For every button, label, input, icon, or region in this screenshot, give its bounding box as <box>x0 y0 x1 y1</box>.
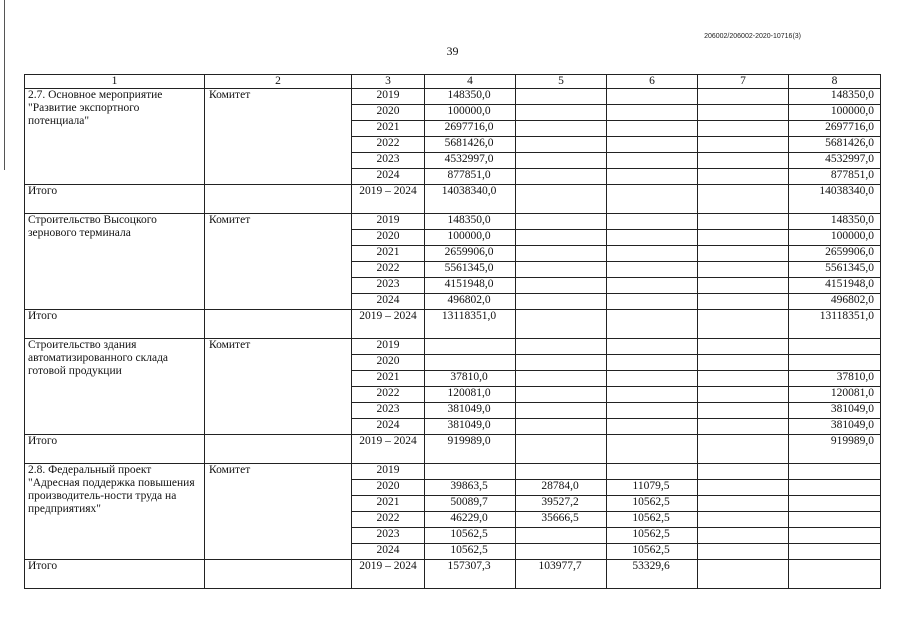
amount-federal-cell <box>516 169 607 185</box>
year-cell: 2023 <box>352 528 425 544</box>
amount-other-cell: 120081,0 <box>789 387 881 403</box>
amount-local-cell <box>698 339 789 355</box>
amount-other-cell: 100000,0 <box>789 230 881 246</box>
total-label-cell: Итого <box>25 185 205 214</box>
year-cell: 2020 <box>352 105 425 121</box>
amount-other-cell: 100000,0 <box>789 105 881 121</box>
amount-regional-cell: 10562,5 <box>607 496 698 512</box>
amount-local-cell <box>698 496 789 512</box>
amount-other-cell: 381049,0 <box>789 403 881 419</box>
year-cell: 2023 <box>352 403 425 419</box>
amount-total-cell: 919989,0 <box>425 435 516 464</box>
amount-other-cell <box>789 528 881 544</box>
amount-federal-cell <box>516 387 607 403</box>
year-cell: 2020 <box>352 480 425 496</box>
amount-local-cell <box>698 169 789 185</box>
total-label-cell: Итого <box>25 310 205 339</box>
amount-local-cell <box>698 278 789 294</box>
table-row <box>25 339 881 355</box>
amount-federal-cell <box>516 153 607 169</box>
amount-other-cell: 877851,0 <box>789 169 881 185</box>
year-cell: 2024 <box>352 544 425 560</box>
amount-other-cell <box>789 544 881 560</box>
amount-regional-cell <box>607 310 698 339</box>
amount-local-cell <box>698 294 789 310</box>
amount-other-cell: 4151948,0 <box>789 278 881 294</box>
year-cell: 2021 <box>352 496 425 512</box>
header-cell: 6 <box>607 75 698 89</box>
table-row <box>25 89 881 105</box>
year-cell: 2022 <box>352 137 425 153</box>
amount-total-cell: 157307,3 <box>425 560 516 589</box>
amount-local-cell <box>698 246 789 262</box>
amount-regional-cell <box>607 185 698 214</box>
year-cell: 2019 <box>352 464 425 480</box>
amount-total-cell <box>425 464 516 480</box>
activity-name-cell: Строительство здания автоматизированного склада готовой продукции <box>25 339 205 435</box>
amount-total-cell: 148350,0 <box>425 214 516 230</box>
amount-total-cell: 877851,0 <box>425 169 516 185</box>
amount-total-cell: 39863,5 <box>425 480 516 496</box>
amount-other-cell <box>789 496 881 512</box>
amount-other-cell: 2659906,0 <box>789 246 881 262</box>
amount-local-cell <box>698 419 789 435</box>
amount-total-cell: 50089,7 <box>425 496 516 512</box>
amount-federal-cell <box>516 339 607 355</box>
table-row <box>25 464 881 480</box>
activity-name-cell: 2.8. Федеральный проект "Адресная поддержка повышения производитель-ности труда на предприятиях" <box>25 464 205 560</box>
amount-local-cell <box>698 403 789 419</box>
amount-total-cell: 2697716,0 <box>425 121 516 137</box>
amount-local-cell <box>698 560 789 589</box>
amount-other-cell: 13118351,0 <box>789 310 881 339</box>
amount-federal-cell <box>516 185 607 214</box>
amount-regional-cell <box>607 214 698 230</box>
amount-federal-cell <box>516 246 607 262</box>
amount-regional-cell <box>607 153 698 169</box>
amount-other-cell <box>789 560 881 589</box>
amount-federal-cell <box>516 294 607 310</box>
amount-regional-cell <box>607 137 698 153</box>
year-cell: 2024 <box>352 294 425 310</box>
header-cell: 1 <box>25 75 205 89</box>
amount-other-cell: 2697716,0 <box>789 121 881 137</box>
amount-regional-cell <box>607 464 698 480</box>
amount-total-cell: 381049,0 <box>425 419 516 435</box>
amount-local-cell <box>698 121 789 137</box>
amount-other-cell: 496802,0 <box>789 294 881 310</box>
year-cell: 2019 – 2024 <box>352 185 425 214</box>
amount-total-cell: 4532997,0 <box>425 153 516 169</box>
amount-federal-cell <box>516 105 607 121</box>
amount-total-cell: 10562,5 <box>425 544 516 560</box>
amount-regional-cell: 11079,5 <box>607 480 698 496</box>
amount-other-cell: 5681426,0 <box>789 137 881 153</box>
year-cell: 2022 <box>352 512 425 528</box>
header-row <box>25 75 881 89</box>
year-cell: 2022 <box>352 262 425 278</box>
amount-total-cell: 37810,0 <box>425 371 516 387</box>
amount-federal-cell: 103977,7 <box>516 560 607 589</box>
document-id: 206002/206002-2020-10716(3) <box>704 33 801 40</box>
amount-federal-cell <box>516 89 607 105</box>
amount-total-cell: 100000,0 <box>425 105 516 121</box>
executor-cell <box>205 435 352 464</box>
amount-local-cell <box>698 371 789 387</box>
amount-local-cell <box>698 105 789 121</box>
amount-local-cell <box>698 89 789 105</box>
header-cell: 8 <box>789 75 881 89</box>
amount-federal-cell <box>516 121 607 137</box>
total-row <box>25 435 881 464</box>
header-cell: 2 <box>205 75 352 89</box>
amount-regional-cell <box>607 121 698 137</box>
year-cell: 2020 <box>352 230 425 246</box>
amount-regional-cell <box>607 246 698 262</box>
amount-regional-cell <box>607 89 698 105</box>
total-label-cell: Итого <box>25 435 205 464</box>
amount-regional-cell <box>607 355 698 371</box>
amount-federal-cell <box>516 214 607 230</box>
header-cell: 5 <box>516 75 607 89</box>
year-cell: 2019 – 2024 <box>352 435 425 464</box>
amount-federal-cell <box>516 137 607 153</box>
amount-federal-cell <box>516 230 607 246</box>
amount-regional-cell <box>607 262 698 278</box>
amount-federal-cell <box>516 544 607 560</box>
amount-local-cell <box>698 262 789 278</box>
amount-other-cell <box>789 464 881 480</box>
year-cell: 2019 <box>352 339 425 355</box>
amount-total-cell: 100000,0 <box>425 230 516 246</box>
year-cell: 2024 <box>352 169 425 185</box>
amount-federal-cell <box>516 262 607 278</box>
amount-other-cell: 148350,0 <box>789 89 881 105</box>
executor-cell <box>205 185 352 214</box>
amount-total-cell: 14038340,0 <box>425 185 516 214</box>
total-label-cell: Итого <box>25 560 205 589</box>
amount-other-cell: 4532997,0 <box>789 153 881 169</box>
year-cell: 2021 <box>352 246 425 262</box>
amount-regional-cell: 10562,5 <box>607 544 698 560</box>
amount-local-cell <box>698 310 789 339</box>
amount-other-cell <box>789 512 881 528</box>
amount-total-cell: 496802,0 <box>425 294 516 310</box>
amount-federal-cell <box>516 278 607 294</box>
amount-other-cell <box>789 480 881 496</box>
amount-local-cell <box>698 214 789 230</box>
amount-local-cell <box>698 355 789 371</box>
year-cell: 2021 <box>352 121 425 137</box>
activity-name-cell: 2.7. Основное мероприятие "Развитие экспортного потенциала" <box>25 89 205 185</box>
amount-federal-cell: 35666,5 <box>516 512 607 528</box>
amount-total-cell: 5561345,0 <box>425 262 516 278</box>
activity-name-cell: Строительство Высоцкого зернового терминала <box>25 214 205 310</box>
executor-cell: Комитет <box>205 214 352 310</box>
amount-total-cell <box>425 355 516 371</box>
amount-local-cell <box>698 464 789 480</box>
amount-federal-cell <box>516 435 607 464</box>
amount-total-cell: 4151948,0 <box>425 278 516 294</box>
amount-other-cell: 919989,0 <box>789 435 881 464</box>
amount-other-cell: 148350,0 <box>789 214 881 230</box>
amount-local-cell <box>698 544 789 560</box>
header-cell: 7 <box>698 75 789 89</box>
amount-regional-cell <box>607 339 698 355</box>
amount-regional-cell <box>607 435 698 464</box>
amount-regional-cell: 10562,5 <box>607 512 698 528</box>
amount-total-cell: 148350,0 <box>425 89 516 105</box>
amount-other-cell <box>789 339 881 355</box>
page-number: 39 <box>446 44 459 58</box>
amount-regional-cell <box>607 419 698 435</box>
amount-federal-cell <box>516 355 607 371</box>
amount-federal-cell <box>516 419 607 435</box>
total-row <box>25 560 881 589</box>
amount-federal-cell <box>516 371 607 387</box>
amount-total-cell: 46229,0 <box>425 512 516 528</box>
year-cell: 2019 – 2024 <box>352 310 425 339</box>
amount-regional-cell <box>607 105 698 121</box>
amount-other-cell: 37810,0 <box>789 371 881 387</box>
amount-federal-cell <box>516 528 607 544</box>
amount-local-cell <box>698 512 789 528</box>
amount-other-cell: 5561345,0 <box>789 262 881 278</box>
total-row <box>25 310 881 339</box>
amount-total-cell: 10562,5 <box>425 528 516 544</box>
year-cell: 2019 <box>352 214 425 230</box>
year-cell: 2019 <box>352 89 425 105</box>
amount-regional-cell <box>607 278 698 294</box>
year-cell: 2021 <box>352 371 425 387</box>
amount-federal-cell <box>516 403 607 419</box>
amount-total-cell: 13118351,0 <box>425 310 516 339</box>
amount-local-cell <box>698 185 789 214</box>
amount-federal-cell: 28784,0 <box>516 480 607 496</box>
table-row <box>25 214 881 230</box>
total-row <box>25 185 881 214</box>
budget-table <box>24 74 881 589</box>
amount-regional-cell <box>607 403 698 419</box>
amount-regional-cell: 10562,5 <box>607 528 698 544</box>
executor-cell: Комитет <box>205 89 352 185</box>
amount-regional-cell <box>607 294 698 310</box>
amount-total-cell: 2659906,0 <box>425 246 516 262</box>
year-cell: 2023 <box>352 278 425 294</box>
amount-local-cell <box>698 528 789 544</box>
executor-cell: Комитет <box>205 464 352 560</box>
year-cell: 2023 <box>352 153 425 169</box>
amount-local-cell <box>698 435 789 464</box>
amount-other-cell <box>789 355 881 371</box>
amount-local-cell <box>698 480 789 496</box>
amount-local-cell <box>698 230 789 246</box>
amount-local-cell <box>698 137 789 153</box>
year-cell: 2022 <box>352 387 425 403</box>
amount-regional-cell <box>607 387 698 403</box>
amount-total-cell: 5681426,0 <box>425 137 516 153</box>
year-cell: 2019 – 2024 <box>352 560 425 589</box>
amount-regional-cell <box>607 169 698 185</box>
amount-total-cell <box>425 339 516 355</box>
year-cell: 2024 <box>352 419 425 435</box>
amount-federal-cell: 39527,2 <box>516 496 607 512</box>
page-edge-line <box>4 0 5 170</box>
amount-local-cell <box>698 387 789 403</box>
amount-total-cell: 120081,0 <box>425 387 516 403</box>
amount-other-cell: 381049,0 <box>789 419 881 435</box>
amount-federal-cell <box>516 464 607 480</box>
executor-cell <box>205 560 352 589</box>
executor-cell: Комитет <box>205 339 352 435</box>
amount-regional-cell <box>607 371 698 387</box>
year-cell: 2020 <box>352 355 425 371</box>
amount-total-cell: 381049,0 <box>425 403 516 419</box>
header-cell: 3 <box>352 75 425 89</box>
header-cell: 4 <box>425 75 516 89</box>
amount-other-cell: 14038340,0 <box>789 185 881 214</box>
amount-regional-cell: 53329,6 <box>607 560 698 589</box>
amount-local-cell <box>698 153 789 169</box>
executor-cell <box>205 310 352 339</box>
amount-regional-cell <box>607 230 698 246</box>
amount-federal-cell <box>516 310 607 339</box>
